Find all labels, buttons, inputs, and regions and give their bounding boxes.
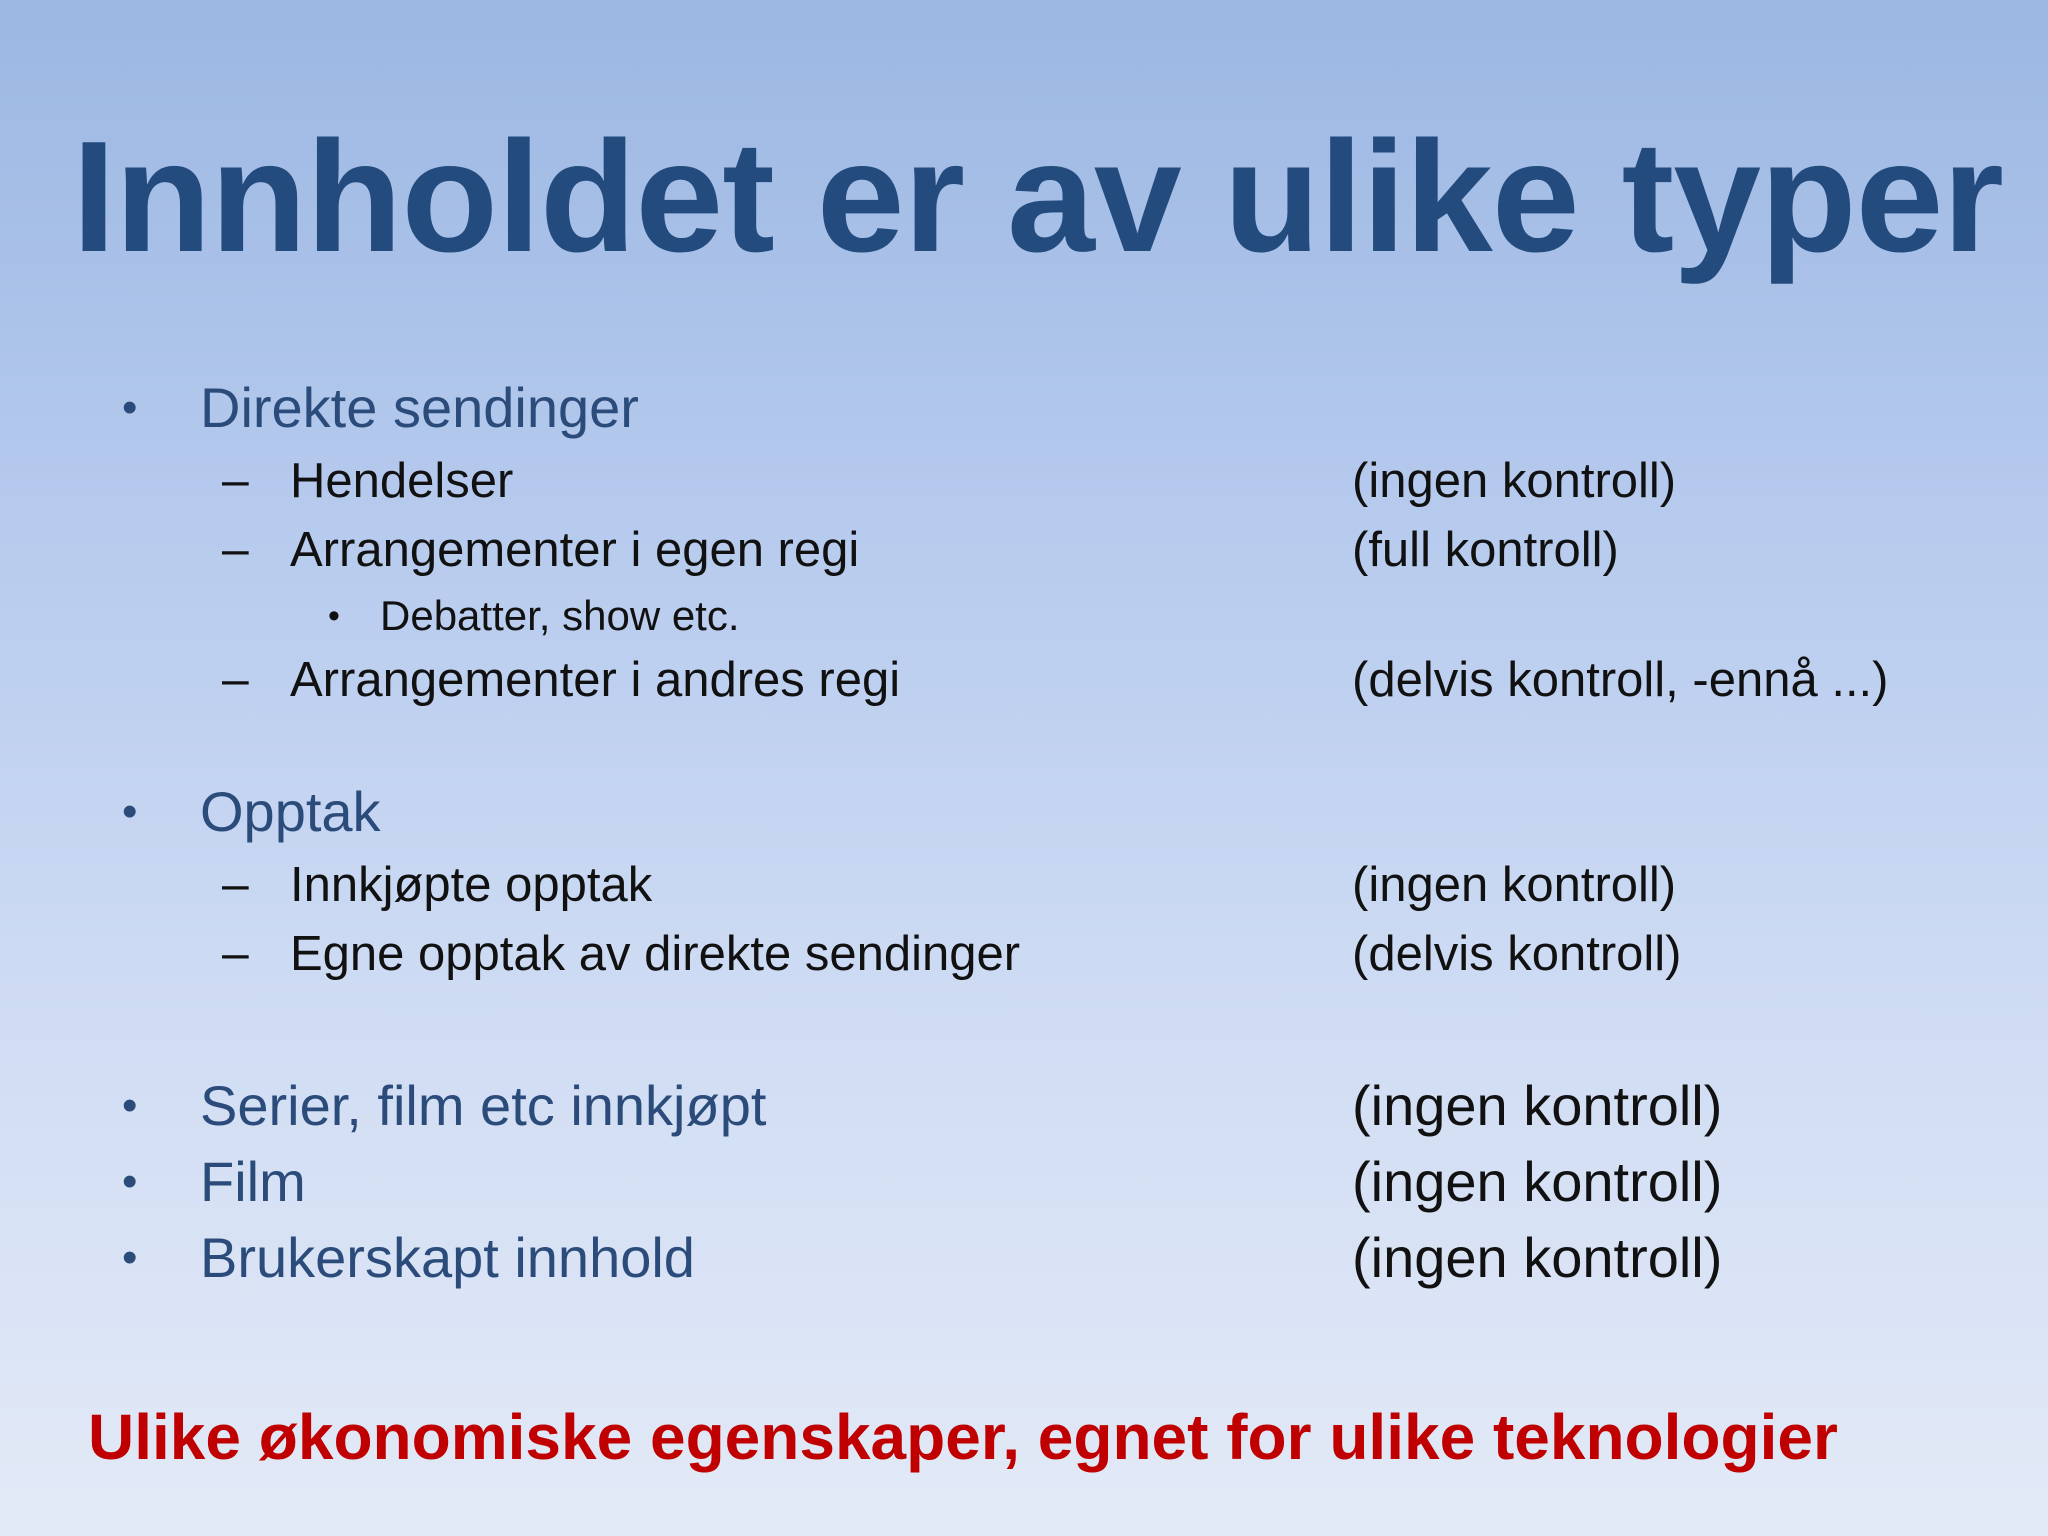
item-label: Opptak	[200, 780, 381, 843]
control-note: (ingen kontroll)	[1352, 454, 1677, 508]
list-item-direkte-sendinger	[0, 376, 2048, 450]
sub-item-arrangementer-andres-regi	[0, 653, 2048, 726]
sub-sub-item-label: Debatter, show etc.	[380, 592, 740, 639]
item-label: Film	[200, 1150, 306, 1213]
slide-title: Innholdet er av ulike typer	[72, 109, 2003, 285]
bullet-icon: •	[328, 597, 340, 635]
bullet-icon: •	[122, 1157, 138, 1206]
list-item-brukerskapt	[0, 1226, 2048, 1300]
bullet-icon: •	[122, 1081, 138, 1130]
sub-item-hendelser	[0, 454, 2048, 527]
sub-item-label: Egne opptak av direkte sendinger	[290, 927, 1021, 981]
control-note: (full kontroll)	[1352, 523, 1619, 577]
item-label: Brukerskapt innhold	[200, 1226, 695, 1289]
sub-item-label: Innkjøpte opptak	[290, 858, 653, 912]
footer-conclusion: Ulike økonomiske egenskaper, egnet for ulike teknologier	[88, 1401, 1838, 1473]
bullet-icon: •	[122, 1233, 138, 1282]
dash-icon: –	[222, 523, 249, 576]
dash-icon: –	[222, 858, 249, 911]
item-label: Serier, film etc innkjøpt	[200, 1074, 767, 1137]
sub-item-egne-opptak	[0, 927, 2048, 1000]
dash-icon: –	[222, 454, 249, 507]
sub-item-innkjopte-opptak	[0, 858, 2048, 931]
control-note: (delvis kontroll, -ennå ...)	[1352, 653, 1889, 707]
control-note: (ingen kontroll)	[1352, 1226, 1723, 1289]
sub-item-label: Arrangementer i egen regi	[290, 523, 860, 577]
list-item-serier	[0, 1074, 2048, 1148]
list-item-opptak	[0, 780, 2048, 854]
control-note: (ingen kontroll)	[1352, 1150, 1723, 1213]
bullet-icon: •	[122, 787, 138, 836]
dash-icon: –	[222, 653, 249, 706]
control-note: (delvis kontroll)	[1352, 927, 1682, 981]
sub-item-arrangementer-egen-regi	[0, 523, 2048, 596]
sub-item-label: Arrangementer i andres regi	[290, 653, 901, 707]
control-note: (ingen kontroll)	[1352, 1074, 1723, 1137]
bullet-icon: •	[122, 383, 138, 432]
list-item-film	[0, 1150, 2048, 1224]
dash-icon: –	[222, 927, 249, 980]
item-label: Direkte sendinger	[200, 376, 639, 439]
control-note: (ingen kontroll)	[1352, 858, 1677, 912]
sub-item-label: Hendelser	[290, 454, 514, 508]
